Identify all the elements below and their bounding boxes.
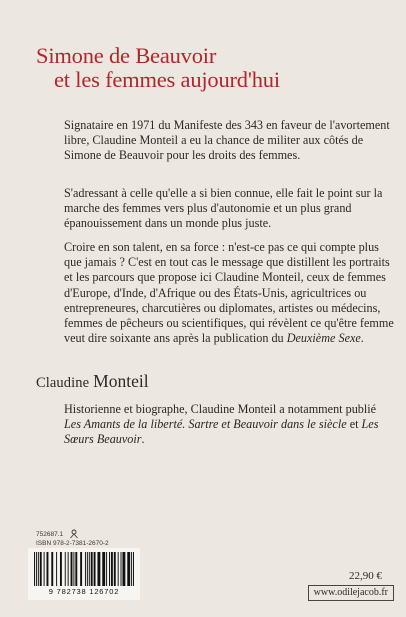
barcode-bar	[38, 552, 39, 586]
paragraph-3-text: Croire en son talent, en sa force : n'est-ce pas ce qui compte plus que jamais ? C'est en tout cas le message que distillent les portraits et les parcours que propose ici Claudine Monteil, ceux de femmes d'Europe, d'Inde, d'Afrique ou des États-Unis, agricultrices ou entrepreneures, charcutières ou diplomates, artistes ou médecins, femmes de pêcheurs ou scientifiques, qui révèlent ce qu'être femme veut dire soixante ans après la publication du	[64, 240, 394, 346]
barcode	[28, 548, 140, 600]
barcode-bar	[87, 552, 88, 586]
barcode-bar	[56, 552, 57, 586]
barcode-bar	[131, 552, 132, 586]
author-last-name: Monteil	[93, 371, 149, 391]
barcode-bar	[127, 552, 130, 586]
author-first-name: Claudine	[36, 375, 90, 391]
barcode-bar	[97, 552, 100, 586]
barcode-bar	[109, 552, 110, 586]
barcode-bar	[51, 552, 53, 586]
barcode-bar	[85, 552, 86, 586]
barcode-bar	[94, 552, 96, 586]
description-paragraph-2	[64, 186, 394, 232]
barcode-bar	[71, 552, 73, 586]
barcode-bar	[106, 552, 107, 586]
bio-intro: Historienne et biographe, Claudine Monteil a notamment publié	[64, 402, 377, 416]
paragraph-text: Signataire en 1971 du Manifeste des 343 en faveur de l'avortement libre, Claudine Monteil a eu la chance de militer aux côtés de Simone de Beauvoir pour les droits des femmes.	[64, 118, 390, 163]
paragraph-text	[64, 240, 394, 346]
barcode-bar	[111, 552, 113, 586]
bio-work-2: Les Sœurs Beauvoir	[64, 417, 379, 447]
barcode-bar	[44, 552, 45, 586]
deuxieme-sexe-title: Deuxième Sexe	[286, 331, 361, 346]
book-title	[36, 44, 376, 92]
barcode-bar	[68, 552, 69, 586]
product-code: 752687.1	[36, 530, 64, 538]
barcode-digits: 9 782738 126702	[48, 587, 120, 596]
description-paragraph-3	[64, 240, 394, 346]
description-paragraph-1	[64, 118, 394, 164]
product-code-row	[36, 529, 79, 539]
author-bio	[64, 402, 394, 448]
barcode-bar	[36, 552, 37, 586]
barcode-bar	[91, 552, 93, 586]
barcode-bar	[34, 552, 35, 586]
bio-work-1: Les Amants de la liberté. Sartre et Beauvoir dans le siècle	[64, 417, 347, 432]
bio-end: .	[141, 432, 145, 447]
bio-connector: et	[346, 417, 362, 432]
author-heading	[36, 372, 149, 392]
barcode-bars	[34, 552, 134, 586]
barcode-bar	[102, 552, 105, 586]
book-title-line-1: Simone de Beauvoir	[36, 43, 217, 68]
barcode-bar	[60, 552, 62, 586]
barcode-bar	[121, 552, 122, 586]
barcode-bar	[114, 552, 116, 586]
barcode-bar	[75, 552, 77, 586]
price: 22,90 €	[349, 570, 382, 582]
barcode-bar	[89, 552, 90, 586]
isbn-text: ISBN 978-2-7381-2670-2	[36, 540, 109, 547]
barcode-bar	[40, 552, 42, 586]
barcode-bar	[65, 552, 66, 586]
barcode-bar	[122, 552, 125, 586]
paragraph-text: S'adressant à celle qu'elle a si bien connue, elle fait le point sur la marche des femmes vers plus d'autonomie et un plus grand épanouissement dans un monde plus juste.	[64, 186, 383, 231]
publisher-logo-icon	[69, 529, 79, 539]
book-title-line-2: et les femmes aujourd'hui	[54, 67, 280, 92]
barcode-bar	[133, 552, 134, 586]
publisher-website: www.odilejacob.fr	[308, 585, 394, 601]
barcode-bar	[47, 552, 49, 586]
barcode-bar	[73, 552, 74, 586]
paragraph-3-end: .	[360, 331, 364, 346]
barcode-bar	[118, 552, 119, 586]
barcode-bar	[80, 552, 82, 586]
